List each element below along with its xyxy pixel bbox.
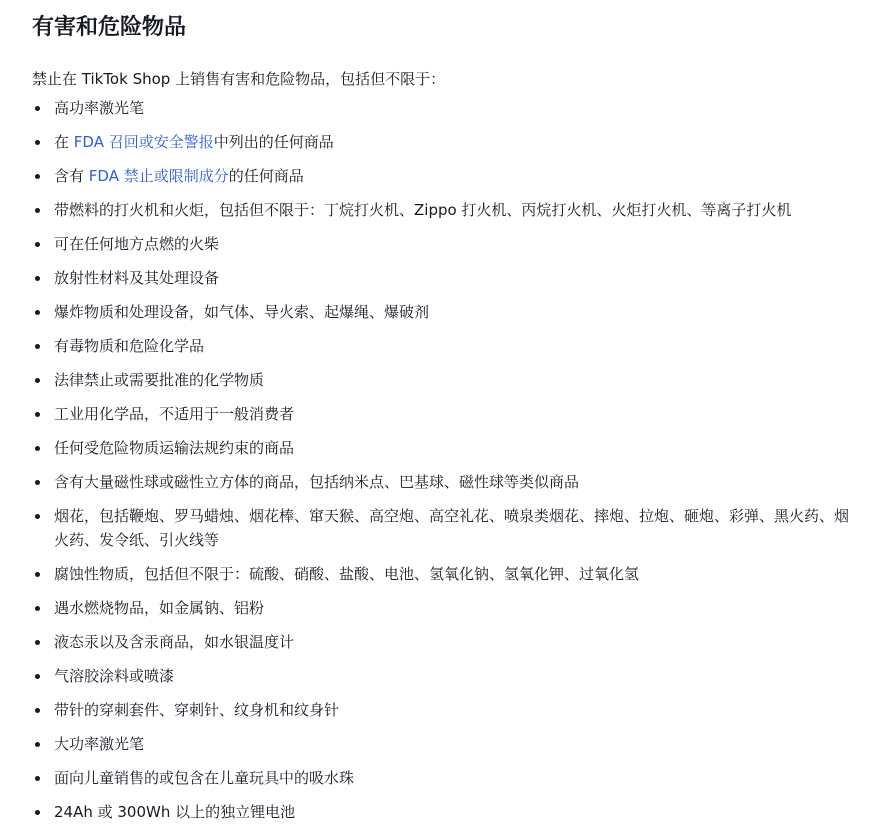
list-item <box>32 130 852 154</box>
item-text: 法律禁止或需要批准的化学物质 <box>54 371 265 389</box>
fda-recall-alert-link[interactable]: FDA 召回或安全警报 <box>73 133 214 151</box>
list-item <box>32 96 852 120</box>
item-text: 含有大量磁性球或磁性立方体的商品，包括纳米点、巴基球、磁性球等类似商品 <box>54 473 580 491</box>
bullet-icon <box>35 742 40 747</box>
item-text: 带针的穿刺套件、穿刺针、纹身机和纹身针 <box>54 701 340 719</box>
bullet-icon <box>35 446 40 451</box>
bullet-icon <box>35 776 40 781</box>
list-item <box>32 766 852 790</box>
item-text-suffix: 的任何商品 <box>228 167 304 185</box>
item-text: 爆炸物质和处理设备，如气体、导火索、起爆绳、爆破剂 <box>54 303 430 321</box>
bullet-icon <box>35 640 40 645</box>
fda-restricted-ingredients-link[interactable]: FDA 禁止或限制成分 <box>88 167 229 185</box>
item-text: 带燃料的打火机和火炬，包括但不限于：丁烷打火机、Zippo 打火机、丙烷打火机、火炬打火机、等离子打火机 <box>54 201 792 219</box>
bullet-icon <box>35 674 40 679</box>
list-item <box>32 630 852 654</box>
item-text: 气溶胶涂料或喷漆 <box>54 667 175 685</box>
list-item <box>32 334 852 358</box>
list-item <box>32 504 852 552</box>
bullet-icon <box>35 174 40 179</box>
item-text-suffix: 中列出的任何商品 <box>213 133 334 151</box>
prohibited-items-list <box>32 96 852 824</box>
section-heading: 有害和危险物品 <box>32 15 187 40</box>
bullet-icon <box>35 276 40 281</box>
bullet-icon <box>35 208 40 213</box>
bullet-icon <box>35 344 40 349</box>
bullet-icon <box>35 810 40 815</box>
list-item <box>32 402 852 426</box>
list-item <box>32 300 852 324</box>
list-item <box>32 164 852 188</box>
bullet-icon <box>35 310 40 315</box>
list-item <box>32 436 852 460</box>
list-item <box>32 562 852 586</box>
item-text: 任何受危险物质运输法规约束的商品 <box>54 439 295 457</box>
item-text: 可在任何地方点燃的火柴 <box>54 235 220 253</box>
list-item <box>32 232 852 256</box>
item-text: 遇水燃烧物品，如金属钠、铝粉 <box>54 599 265 617</box>
intro-paragraph: 禁止在 TikTok Shop 上销售有害和危险物品，包括但不限于： <box>32 70 446 88</box>
bullet-icon <box>35 412 40 417</box>
list-item <box>32 198 852 222</box>
bullet-icon <box>35 140 40 145</box>
list-item <box>32 596 852 620</box>
bullet-icon <box>35 708 40 713</box>
list-item <box>32 732 852 756</box>
list-item <box>32 470 852 494</box>
item-text: 腐蚀性物质，包括但不限于：硫酸、硝酸、盐酸、电池、氢氧化钠、氢氧化钾、过氧化氢 <box>54 565 640 583</box>
bullet-icon <box>35 106 40 111</box>
bullet-icon <box>35 480 40 485</box>
item-text: 有毒物质和危险化学品 <box>54 337 205 355</box>
item-text-prefix: 在 <box>54 133 74 151</box>
item-text: 放射性材料及其处理设备 <box>54 269 220 287</box>
list-item <box>32 664 852 688</box>
list-item <box>32 368 852 392</box>
item-text: 大功率激光笔 <box>54 735 145 753</box>
list-item <box>32 800 852 824</box>
list-item <box>32 698 852 722</box>
bullet-icon <box>35 514 40 519</box>
item-text: 烟花，包括鞭炮、罗马蜡烛、烟花棒、窜天猴、高空炮、高空礼花、喷泉类烟花、摔炮、拉炮、砸炮、彩弹、黑火药、烟火药、发令纸、引火线等 <box>54 507 850 549</box>
item-text: 液态汞以及含汞商品，如水银温度计 <box>54 633 295 651</box>
item-text-prefix: 含有 <box>54 167 89 185</box>
bullet-icon <box>35 606 40 611</box>
list-item <box>32 266 852 290</box>
item-text: 面向儿童销售的或包含在儿童玩具中的吸水珠 <box>54 769 355 787</box>
bullet-icon <box>35 242 40 247</box>
item-text: 工业用化学品，不适用于一般消费者 <box>54 405 295 423</box>
bullet-icon <box>35 378 40 383</box>
item-text: 高功率激光笔 <box>54 99 145 117</box>
bullet-icon <box>35 572 40 577</box>
item-text: 24Ah 或 300Wh 以上的独立锂电池 <box>54 803 296 821</box>
